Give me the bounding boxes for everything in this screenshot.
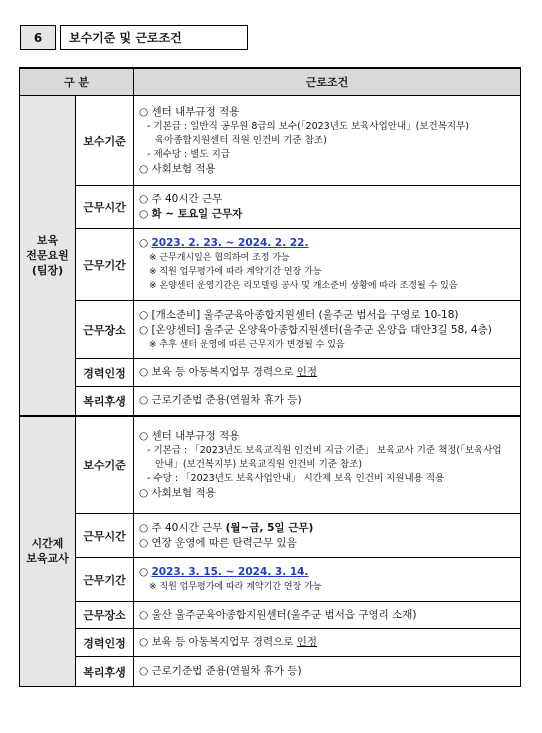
section-heading (20, 25, 248, 50)
career-content: ○ 보육 등 아동복지업무 경력으로 인정 (134, 629, 521, 657)
row-label: 근무장소 (76, 301, 134, 359)
table-row (20, 229, 521, 301)
table-row (20, 602, 521, 629)
row-label: 근무기간 (76, 229, 134, 301)
pay-standard-content: ○ 센터 내부규정 적용 - 기본급 : 「2023년도 보육교직원 인건비 지급 기준」 보육교사 기준 책정(「보육사업 안내」(보건복지부) 보육교직원 인건비 기준 참조) - 수당 : 「2023년도 보육사업안내」 시간제 보육 인건비 지원내용 적용 ○ 사회보험 적용 (134, 416, 521, 514)
group-name-team-leader: 보육 전문요원 (팀장) (20, 96, 76, 416)
period-dates: 2023. 2. 23. ~ 2024. 2. 22. (151, 237, 309, 249)
row-label: 경력인정 (76, 359, 134, 387)
header-conditions: 근로조건 (134, 68, 521, 96)
row-label: 근무장소 (76, 602, 134, 629)
table-row (20, 629, 521, 657)
period-dates: 2023. 3. 15. ~ 2024. 3. 14. (151, 566, 309, 578)
table-row (20, 514, 521, 558)
table-header-row (20, 68, 521, 96)
row-label: 근무기간 (76, 558, 134, 602)
section-number: 6 (20, 25, 56, 50)
conditions-table (19, 67, 521, 687)
row-label: 근무시간 (76, 514, 134, 558)
row-label: 복리후생 (76, 657, 134, 687)
table-row (20, 301, 521, 359)
header-category: 구 분 (20, 68, 134, 96)
pay-standard-content: ○ 센터 내부규정 적용 - 기본급 : 일반직 공무원 8급의 보수(「2023년도 보육사업안내」(보건복지부) 육아종합지원센터 직원 인건비 기준 참조) - 제수당 : 별도 지급 ○ 사회보험 적용 (134, 96, 521, 186)
welfare-content: ○ 근로기준법 준용(연월차 휴가 등) (134, 657, 521, 687)
welfare-content: ○ 근로기준법 준용(연월차 휴가 등) (134, 387, 521, 416)
work-place-content: ○ 울산 울주군육아종합지원센터(울주군 범서읍 구영리 소재) (134, 602, 521, 629)
work-hours-content: ○ 주 40시간 근무 (월~금, 5일 근무) ○ 연장 운영에 따른 탄력근무 있음 (134, 514, 521, 558)
table-row (20, 359, 521, 387)
work-hours-content: ○ 주 40시간 근무 ○ 화 ~ 토요일 근무자 (134, 186, 521, 229)
section-title: 보수기준 및 근로조건 (60, 25, 248, 50)
table-row (20, 416, 521, 514)
table-row (20, 186, 521, 229)
row-label: 복리후생 (76, 387, 134, 416)
table-row (20, 96, 521, 186)
row-label: 근무시간 (76, 186, 134, 229)
row-label: 보수기준 (76, 96, 134, 186)
group-name-part-time-teacher: 시간제 보육교사 (20, 416, 76, 687)
career-content: ○ 보육 등 아동복지업무 경력으로 인정 (134, 359, 521, 387)
work-period-content: ○ 2023. 2. 23. ~ 2024. 2. 22. ※ 근무개시일은 협의하여 조정 가능 ※ 직원 업무평가에 따라 계약기간 연장 가능 ※ 온양센터 운영기간은 리모델링 공사 및 개소준비 상황에 따라 조정될 수 있음 (134, 229, 521, 301)
work-period-content: ○ 2023. 3. 15. ~ 2024. 3. 14. ※ 직원 업무평가에 따라 계약기간 연장 가능 (134, 558, 521, 602)
table-row (20, 657, 521, 687)
work-place-content: ○ [개소준비] 울주군육아종합지원센터 (울주군 범서읍 구영로 10-18) ○ [온양센터] 울주군 온양육아종합지원센터(울주군 온양읍 대안3길 58, 4층) ※ 추후 센터 운영에 따른 근무지가 변경될 수 있음 (134, 301, 521, 359)
row-label: 경력인정 (76, 629, 134, 657)
table-row (20, 558, 521, 602)
table-row (20, 387, 521, 416)
row-label: 보수기준 (76, 416, 134, 514)
